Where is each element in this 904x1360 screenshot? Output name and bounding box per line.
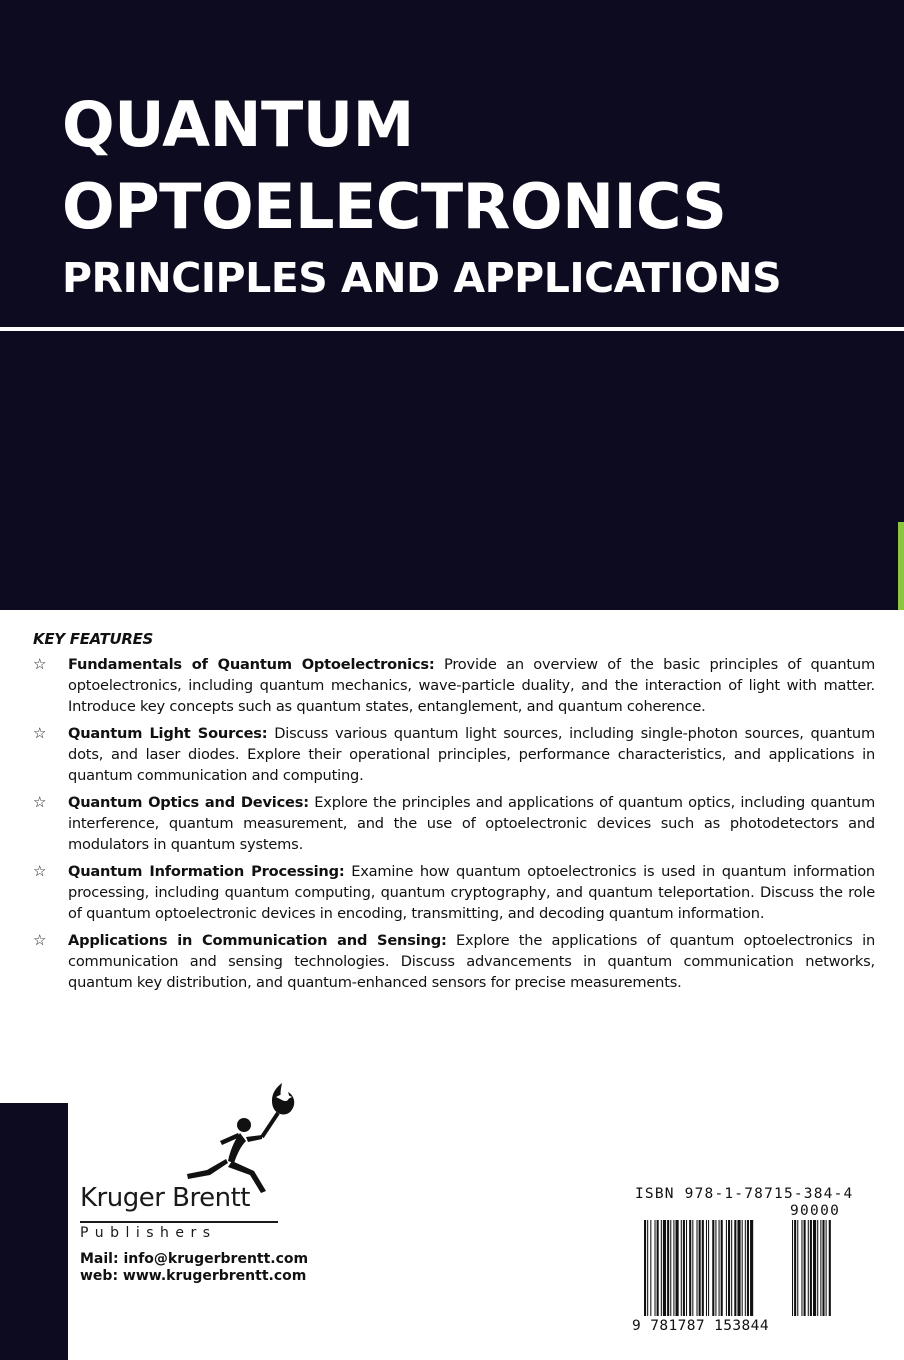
barcode-bar bbox=[676, 1220, 679, 1316]
barcode-bar bbox=[650, 1220, 651, 1316]
barcode-addon-bar bbox=[810, 1220, 812, 1316]
publisher-name: Kruger Brentt bbox=[80, 1183, 250, 1213]
barcode-bar bbox=[734, 1220, 736, 1316]
feature-item bbox=[33, 861, 875, 924]
isbn-label: ISBN 978-1-78715-384-4 bbox=[635, 1186, 854, 1202]
barcode-bar bbox=[712, 1220, 714, 1316]
barcode-bar bbox=[670, 1220, 671, 1316]
barcode-addon-bar bbox=[794, 1220, 796, 1316]
feature-text: Examine how quantum optoelectronics is used in quantum information processing, including quantum computing, quantum cryptography, and quantum teleportation. Discuss the role of quantum optoelectronic devices in encoding, transmitting, and decoding quantum information. bbox=[68, 863, 875, 922]
key-features-heading: KEY FEATURES bbox=[33, 630, 154, 648]
feature-item bbox=[33, 654, 875, 717]
barcode-bar bbox=[747, 1220, 749, 1316]
barcode-addon-bar bbox=[792, 1220, 793, 1316]
barcode-bar bbox=[726, 1220, 727, 1316]
title-line-2: OPTOELECTRONICS bbox=[62, 170, 727, 243]
barcode-addon-bar bbox=[797, 1220, 798, 1316]
barcode-bar bbox=[683, 1220, 685, 1316]
barcode-bar bbox=[745, 1220, 746, 1316]
barcode-addon-bar bbox=[801, 1220, 802, 1316]
feature-title: Quantum Information Processing: bbox=[68, 863, 345, 880]
feature-text: Explore the applications of quantum optoelectronics in communication and sensing technologies. Discuss advancements in quantum communication networks, quantum key distribution, and quantum-enhanced sensors for precise measurements. bbox=[68, 932, 875, 991]
barcode-bar bbox=[708, 1220, 709, 1316]
barcode-bar bbox=[750, 1220, 753, 1316]
feature-item bbox=[33, 723, 875, 786]
bottom-left-navy-bar bbox=[0, 1103, 68, 1360]
publisher-tagline: Publishers bbox=[80, 1225, 217, 1241]
barcode-addon-bar bbox=[817, 1220, 818, 1316]
barcode-bar bbox=[702, 1220, 704, 1316]
publisher-divider bbox=[80, 1221, 278, 1223]
barcode-addon-bar bbox=[808, 1220, 809, 1316]
barcode-bar bbox=[689, 1220, 691, 1316]
star-bullet-icon: ☆ bbox=[33, 724, 47, 742]
barcode-addon-bar bbox=[820, 1220, 821, 1316]
feature-text: Discuss various quantum light sources, including single-photon sources, quantum dots, and laser diodes. Explore their operational principles, performance characteristics, and applications in quantum communication and computing. bbox=[68, 725, 875, 784]
feature-title: Quantum Light Sources: bbox=[68, 725, 268, 742]
feature-title: Applications in Communication and Sensing: bbox=[68, 932, 447, 949]
barcode-bar bbox=[663, 1220, 666, 1316]
barcode-bar bbox=[697, 1220, 698, 1316]
barcode-bar bbox=[644, 1220, 646, 1316]
star-bullet-icon: ☆ bbox=[33, 862, 47, 880]
title-divider bbox=[0, 327, 904, 331]
feature-item bbox=[33, 792, 875, 855]
barcode-bar bbox=[742, 1220, 743, 1316]
barcode-digits: 9 781787 153844 bbox=[632, 1318, 769, 1334]
isbn-barcode bbox=[632, 1186, 854, 1348]
barcode-bar bbox=[706, 1220, 707, 1316]
barcode-bar bbox=[667, 1220, 669, 1316]
barcode-addon-bar bbox=[822, 1220, 824, 1316]
barcode-bar bbox=[728, 1220, 730, 1316]
publisher-mail: Mail: info@krugerbrentt.com bbox=[80, 1251, 309, 1267]
barcode-addon-bar bbox=[826, 1220, 827, 1316]
barcode-bar bbox=[715, 1220, 716, 1316]
star-bullet-icon: ☆ bbox=[33, 793, 47, 811]
barcode-addon-bar bbox=[813, 1220, 816, 1316]
barcode-addon-bar bbox=[829, 1220, 831, 1316]
barcode-bar bbox=[731, 1220, 732, 1316]
title-line-1: QUANTUM bbox=[62, 88, 414, 161]
feature-text: Explore the principles and applications of quantum optics, including quantum interference, quantum measurement, and the use of optoelectronic devices such as photodetectors and modulators in quantum systems. bbox=[68, 794, 875, 853]
barcode-bar bbox=[686, 1220, 687, 1316]
barcode-bar bbox=[692, 1220, 693, 1316]
feature-title: Fundamentals of Quantum Optoelectronics: bbox=[68, 656, 435, 673]
barcode-bar bbox=[681, 1220, 682, 1316]
barcode-bar bbox=[655, 1220, 656, 1316]
barcode-bar bbox=[647, 1220, 648, 1316]
feature-text: Provide an overview of the basic principles of quantum optoelectronics, including quantum mechanics, wave-particle duality, and the interaction of light with matter. Introduce key concepts such as quantum states, entanglement, and quantum coherence. bbox=[68, 656, 875, 715]
barcode-bar bbox=[673, 1220, 674, 1316]
barcode-bars bbox=[644, 1220, 844, 1320]
barcode-bar bbox=[657, 1220, 659, 1316]
key-features-section bbox=[33, 630, 875, 999]
star-bullet-icon: ☆ bbox=[33, 655, 47, 673]
cover-header-band bbox=[0, 0, 904, 610]
barcode-addon-number: 90000 bbox=[790, 1203, 841, 1219]
subtitle: PRINCIPLES AND APPLICATIONS bbox=[62, 254, 782, 302]
star-bullet-icon: ☆ bbox=[33, 931, 47, 949]
barcode-bar bbox=[661, 1220, 662, 1316]
spine-accent-stripe bbox=[898, 522, 904, 610]
barcode-bar bbox=[721, 1220, 723, 1316]
publisher-web: web: www.krugerbrentt.com bbox=[80, 1268, 307, 1284]
barcode-bar bbox=[737, 1220, 740, 1316]
barcode-bar bbox=[719, 1220, 720, 1316]
feature-item bbox=[33, 930, 875, 993]
barcode-addon-bar bbox=[804, 1220, 806, 1316]
barcode-bar bbox=[699, 1220, 701, 1316]
feature-title: Quantum Optics and Devices: bbox=[68, 794, 309, 811]
